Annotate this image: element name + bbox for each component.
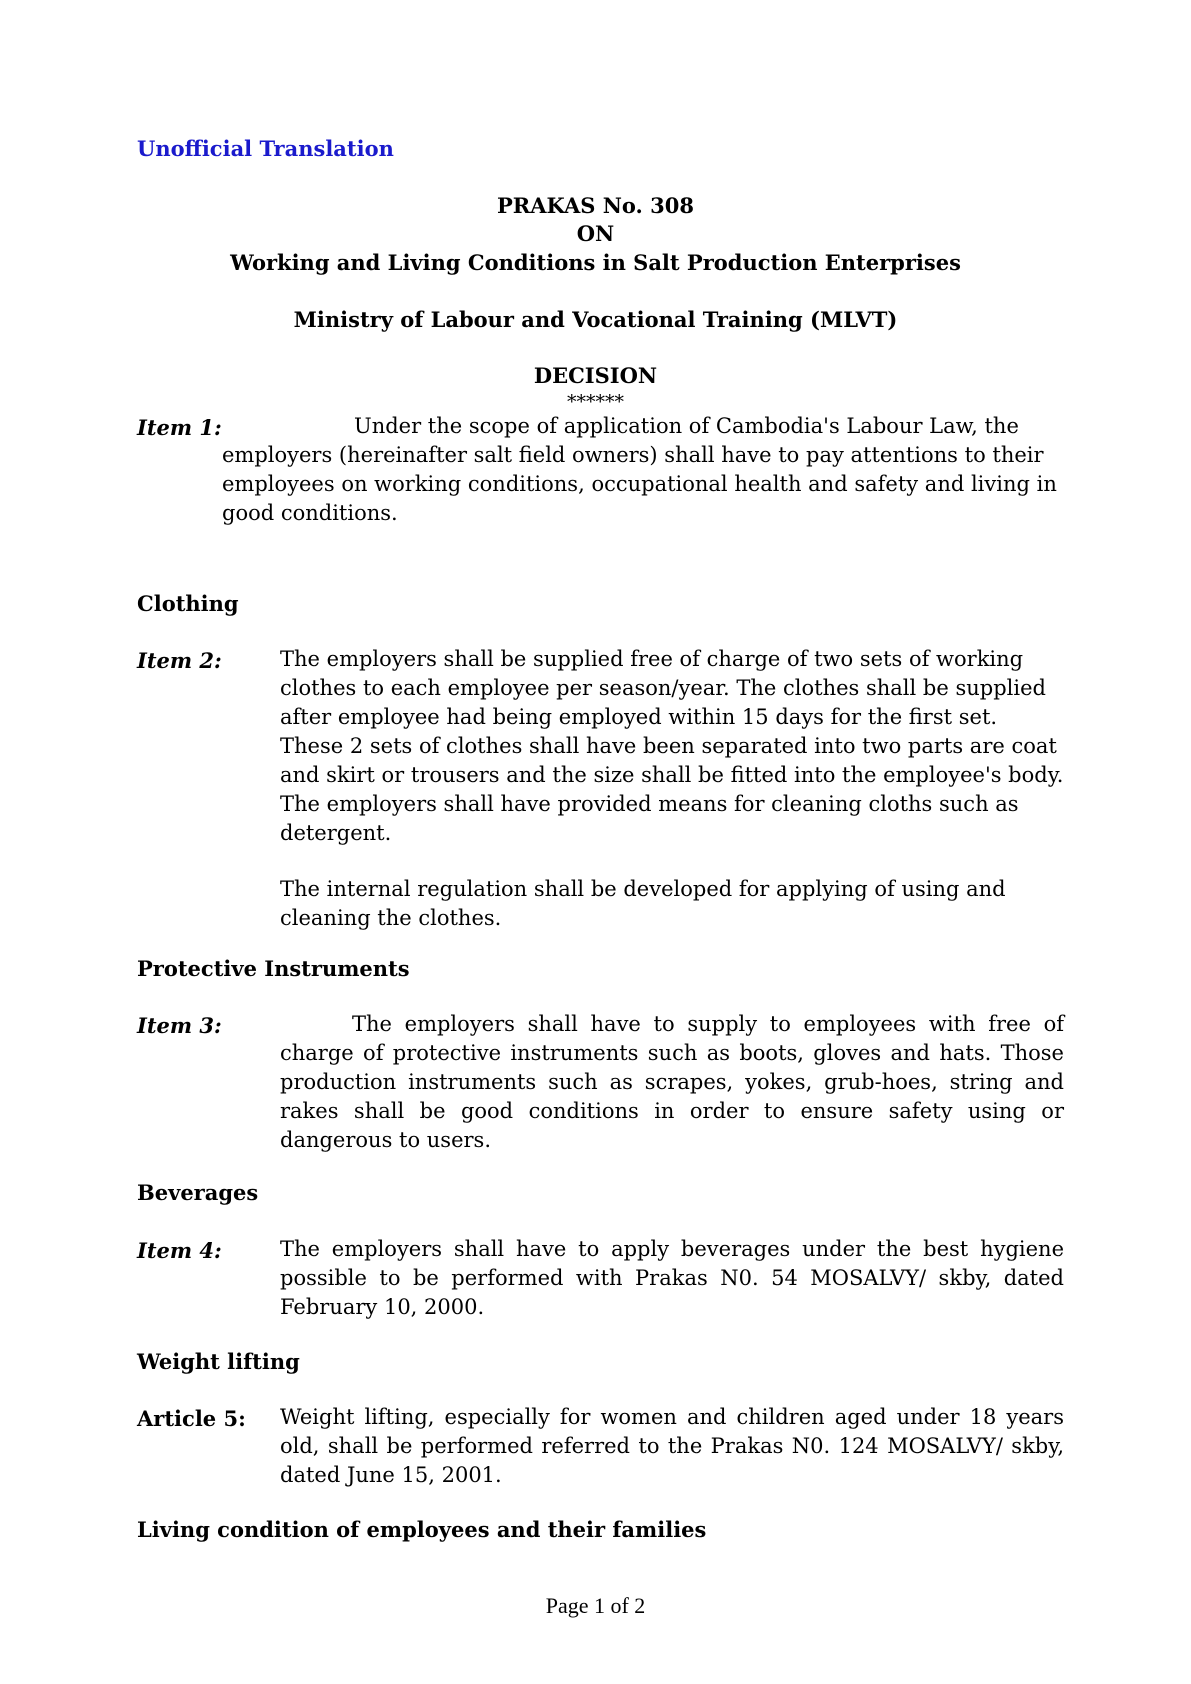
item-1-text: Under the scope of application of Cambodia's Labour Law, the employers (hereinafter salt field owners) shall have to pay attentions to their employees on working conditions, occupational health and safety and living in good conditions.: [222, 414, 1057, 525]
article-5-text: Weight lifting, especially for women and children aged under 18 years old, shall be performed referred to the Prakas N0. 124 MOSALVY/ skby, dated June 15, 2001.: [280, 1405, 1064, 1487]
page-number: Page 1 of 2: [545, 1593, 646, 1618]
item-2-label: Item 2:: [137, 648, 222, 673]
decision-separator: ******: [567, 391, 624, 413]
title-on: ON: [576, 221, 615, 246]
section-heading-living-condition: Living condition of employees and their families: [137, 1517, 707, 1542]
ministry-name: Ministry of Labour and Vocational Training (MLVT): [293, 307, 898, 332]
item-2-text: The employers shall be supplied free of charge of two sets of working clothes to each employee per season/year. The clothes shall be supplied after employee had being employed within 15 days for the first set. These 2 sets of clothes shall have been separated into two parts are coat and skirt or trousers and the size shall be fitted into the employee's body. The employers shall have provided means for cleaning cloths such as detergent.: [280, 647, 1064, 845]
document-title: Working and Living Conditions in Salt Production Enterprises: [230, 250, 961, 275]
item-2-text-2: The internal regulation shall be developed for applying of using and cleaning the clothes.: [280, 877, 1006, 930]
translation-label: Unofficial Translation: [137, 136, 394, 161]
item-1-label: Item 1:: [137, 415, 222, 440]
section-heading-beverages: Beverages: [137, 1180, 259, 1205]
item-4-text: The employers shall have to apply beverages under the best hygiene possible to be performed with Prakas N0. 54 MOSALVY/ skby, dated February 10, 2000.: [280, 1237, 1064, 1319]
section-heading-clothing: Clothing: [137, 591, 239, 616]
section-heading-weight-lifting: Weight lifting: [137, 1349, 300, 1374]
section-heading-protective-instruments: Protective Instruments: [137, 956, 410, 981]
prakas-number: PRAKAS No. 308: [497, 193, 694, 218]
article-5-label: Article 5:: [137, 1406, 246, 1431]
decision-heading: DECISION: [533, 363, 658, 388]
item-3-text: The employers shall have to supply to employees with free of charge of protective instruments such as boots, gloves and hats. Those production instruments such as scrapes, yokes, grub-hoes, string and rakes shall be good conditions in order to ensure safety using or dangerous to users.: [280, 1012, 1064, 1152]
item-3-label: Item 3:: [137, 1013, 222, 1038]
item-4-label: Item 4:: [137, 1238, 222, 1263]
